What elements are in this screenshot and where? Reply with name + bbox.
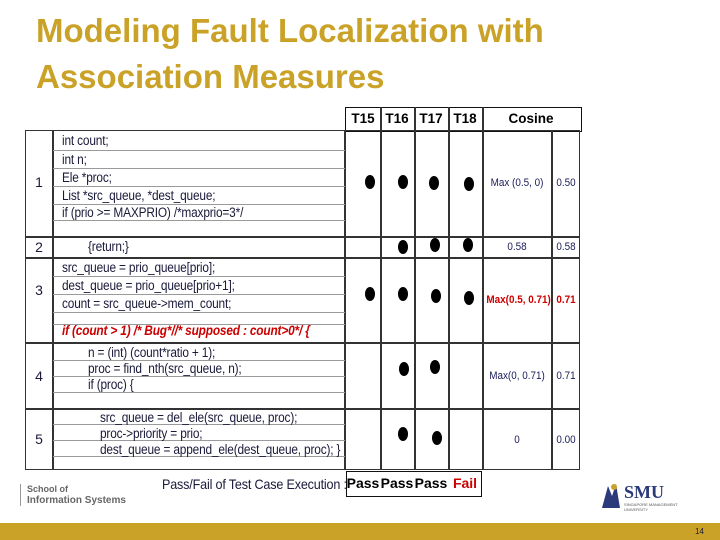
coverage-dot-b4-t17 [430, 360, 440, 374]
code-line: if (proc) { [88, 377, 134, 392]
school-logo-line2: Information Systems [27, 495, 126, 506]
number-column-divider [52, 130, 54, 470]
buggy-code-line: if (count > 1) /* Bug*//* supposed : count>0*/ { [62, 323, 310, 338]
coverage-dot-b5-t16 [398, 427, 408, 441]
header-t18: T18 [453, 111, 477, 126]
cosine-value-2: 0.58 [556, 241, 576, 253]
block-number-1: 1 [35, 174, 43, 190]
coverage-dot-b1-t17 [429, 176, 439, 190]
coverage-dot-b1-t18 [464, 177, 474, 191]
code-line: proc = find_nth(src_queue, n); [88, 361, 242, 376]
block-number-5: 5 [35, 431, 43, 447]
code-line: {return;} [88, 239, 129, 254]
coverage-dot-b3-t16 [398, 287, 408, 301]
coverage-dot-b3-t18 [464, 291, 474, 305]
header-t16: T16 [385, 111, 409, 126]
code-line: Ele *proc; [62, 170, 112, 185]
smu-logo-sub2: UNIVERSITY [624, 507, 649, 512]
code-line: proc->priority = prio; [100, 426, 203, 441]
coverage-dot-b2-t17 [430, 238, 440, 252]
block-number-2: 2 [35, 239, 43, 255]
pass-fail-label: Pass/Fail of Test Case Execution : [162, 476, 347, 492]
header-t17: T17 [419, 111, 443, 126]
cosine-value-4: 0.71 [556, 370, 576, 382]
smu-logo [598, 478, 698, 517]
coverage-dot-b3-t15 [365, 287, 375, 301]
cosine-formula-2: 0.58 [507, 241, 527, 253]
coverage-dot-b2-t16 [398, 240, 408, 254]
result-t18: Fail [452, 475, 478, 491]
cosine-formula-4: Max(0, 0.71) [489, 370, 545, 382]
code-line: int n; [62, 152, 87, 167]
cosine-formula-5: 0 [514, 434, 520, 446]
coverage-dot-b1-t16 [398, 175, 408, 189]
header-cosine: Cosine [508, 111, 554, 126]
title-line-2: Association Measures [36, 58, 385, 95]
page-number: 14 [695, 527, 704, 536]
school-logo-line1: School of [27, 484, 68, 494]
block-number-3: 3 [35, 282, 43, 298]
cosine-value-5: 0.00 [556, 434, 576, 446]
cosine-formula-3: Max(0.5, 0.71) [486, 294, 551, 306]
school-logo [20, 484, 126, 506]
coverage-dot-b5-t17 [432, 431, 442, 445]
footer-bar [0, 523, 720, 540]
code-line: n = (int) (count*ratio + 1); [88, 345, 216, 360]
cosine-value-3: 0.71 [556, 294, 576, 306]
result-t17: Pass [414, 475, 448, 491]
slide-title [36, 8, 696, 100]
block-number-4: 4 [35, 368, 43, 384]
coverage-dot-b4-t16 [399, 362, 409, 376]
result-t15: Pass [346, 475, 380, 491]
coverage-dot-b1-t15 [365, 175, 375, 189]
smu-logo-text: SMU [624, 482, 664, 502]
cosine-value-1: 0.50 [556, 177, 576, 189]
code-line: int count; [62, 133, 109, 148]
code-line: if (prio >= MAXPRIO) /*maxprio=3*/ [62, 205, 244, 220]
code-line: List *src_queue, *dest_queue; [62, 188, 216, 203]
cosine-formula-1: Max (0.5, 0) [490, 177, 544, 189]
result-t16: Pass [380, 475, 414, 491]
code-line: count = src_queue->mem_count; [62, 296, 232, 311]
code-line: src_queue = del_ele(src_queue, proc); [100, 410, 298, 425]
coverage-dot-b2-t18 [463, 238, 473, 252]
smu-logo-sub1: SINGAPORE MANAGEMENT [624, 502, 678, 507]
code-line: dest_queue = prio_queue[prio+1]; [62, 278, 235, 293]
code-line: src_queue = prio_queue[prio]; [62, 260, 216, 275]
coverage-dot-b3-t17 [431, 289, 441, 303]
header-t15: T15 [351, 111, 375, 126]
title-line-1: Modeling Fault Localization with [36, 12, 544, 49]
code-line: dest_queue = append_ele(dest_queue, proc); } [100, 442, 341, 457]
